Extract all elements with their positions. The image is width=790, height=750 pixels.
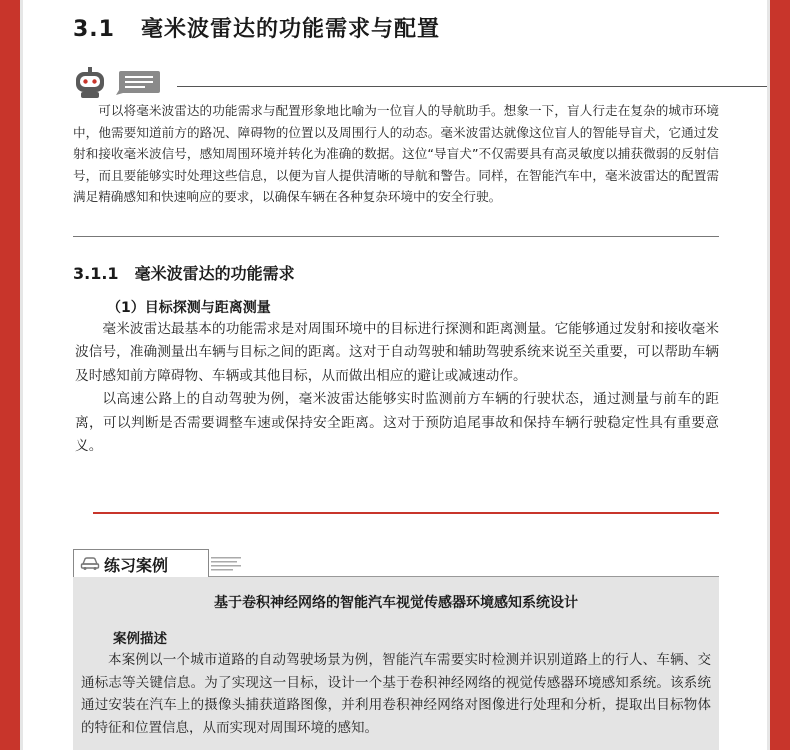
body-paragraph-2: 以高速公路上的自动驾驶为例，毫米波雷达能够实时监测前方车辆的行驶状态，通过测量与前车的距离，可以判断是否需要调整车速或保持安全距离。这对于预防追尾事故和保持车辆行驶稳定性具有重要意义。 [75, 391, 719, 455]
red-divider [93, 512, 719, 514]
case-title: 基于卷积神经网络的智能汽车视觉传感器环境感知系统设计 [214, 595, 578, 611]
subsection-title-text: 毫米波雷达的功能需求 [134, 264, 295, 283]
book-page [20, 0, 770, 750]
robot-icon [73, 66, 107, 100]
intro-bottom-divider [73, 236, 719, 237]
body-text [75, 318, 719, 458]
intro-paragraph: 可以将毫米波雷达的功能需求与配置形象地比喻为一位盲人的导航助手。想象一下，盲人行走在复杂的城市环境中，他需要知道前方的路况、障碍物的位置以及周围行人的动态。毫米波雷达就像这位盲人的智能导盲犬，它通过发射和接收毫米波信号，感知周围环境并转化为准确的数据。这位“导盲犬”不仅需要具有高灵敏度以捕获微弱的反射信号，而且要能够实时处理这些信息，以便为盲人提供清晰的导航和警告。同样，在智能汽车中，毫米波雷达的配置需满足精确感知和快速响应的要求，以确保车辆在各种复杂环境中的安全行驶。 [73, 103, 719, 204]
speech-bubble-icon [113, 70, 161, 96]
lines-decoration-icon [209, 555, 243, 573]
practice-case-box [73, 576, 719, 750]
item-title: （1）目标探测与距离测量 [107, 300, 271, 316]
intro-header [73, 66, 753, 102]
section-title-text: 毫米波雷达的功能需求与配置 [140, 17, 440, 42]
practice-tab-label: 练习案例 [104, 556, 169, 575]
practice-tab [73, 549, 209, 577]
intro-divider [177, 86, 767, 87]
body-paragraph-1: 毫米波雷达最基本的功能需求是对周围环境中的目标进行探测和距离测量。它能够通过发射和接收毫米波信号，准确测量出车辆与目标之间的距离。这对于自动驾驶和辅助驾驶系统来说至关重要，可以帮助车辆及时感知前方障碍物、车辆或其他目标，从而做出相应的避让或减速动作。 [75, 321, 719, 384]
car-icon [80, 555, 100, 571]
case-description-heading: 案例描述 [113, 631, 167, 647]
subsection-number: 3.1.1 [73, 264, 119, 283]
subsection-title [73, 261, 295, 284]
section-title [73, 12, 440, 43]
case-description-text: 本案例以一个城市道路的自动驾驶场景为例，智能汽车需要实时检测并识别道路上的行人、车辆、交通标志等关键信息。为了实现这一目标，设计一个基于卷积神经网络的视觉传感器环境感知系统。该系统通过安装在汽车上的摄像头捕获道路图像，并利用卷积神经网络对图像进行处理和分析，提取出目标物体的特征和位置信息，从而实现对周围环境的感知。 [81, 652, 711, 736]
section-number: 3.1 [73, 17, 115, 42]
